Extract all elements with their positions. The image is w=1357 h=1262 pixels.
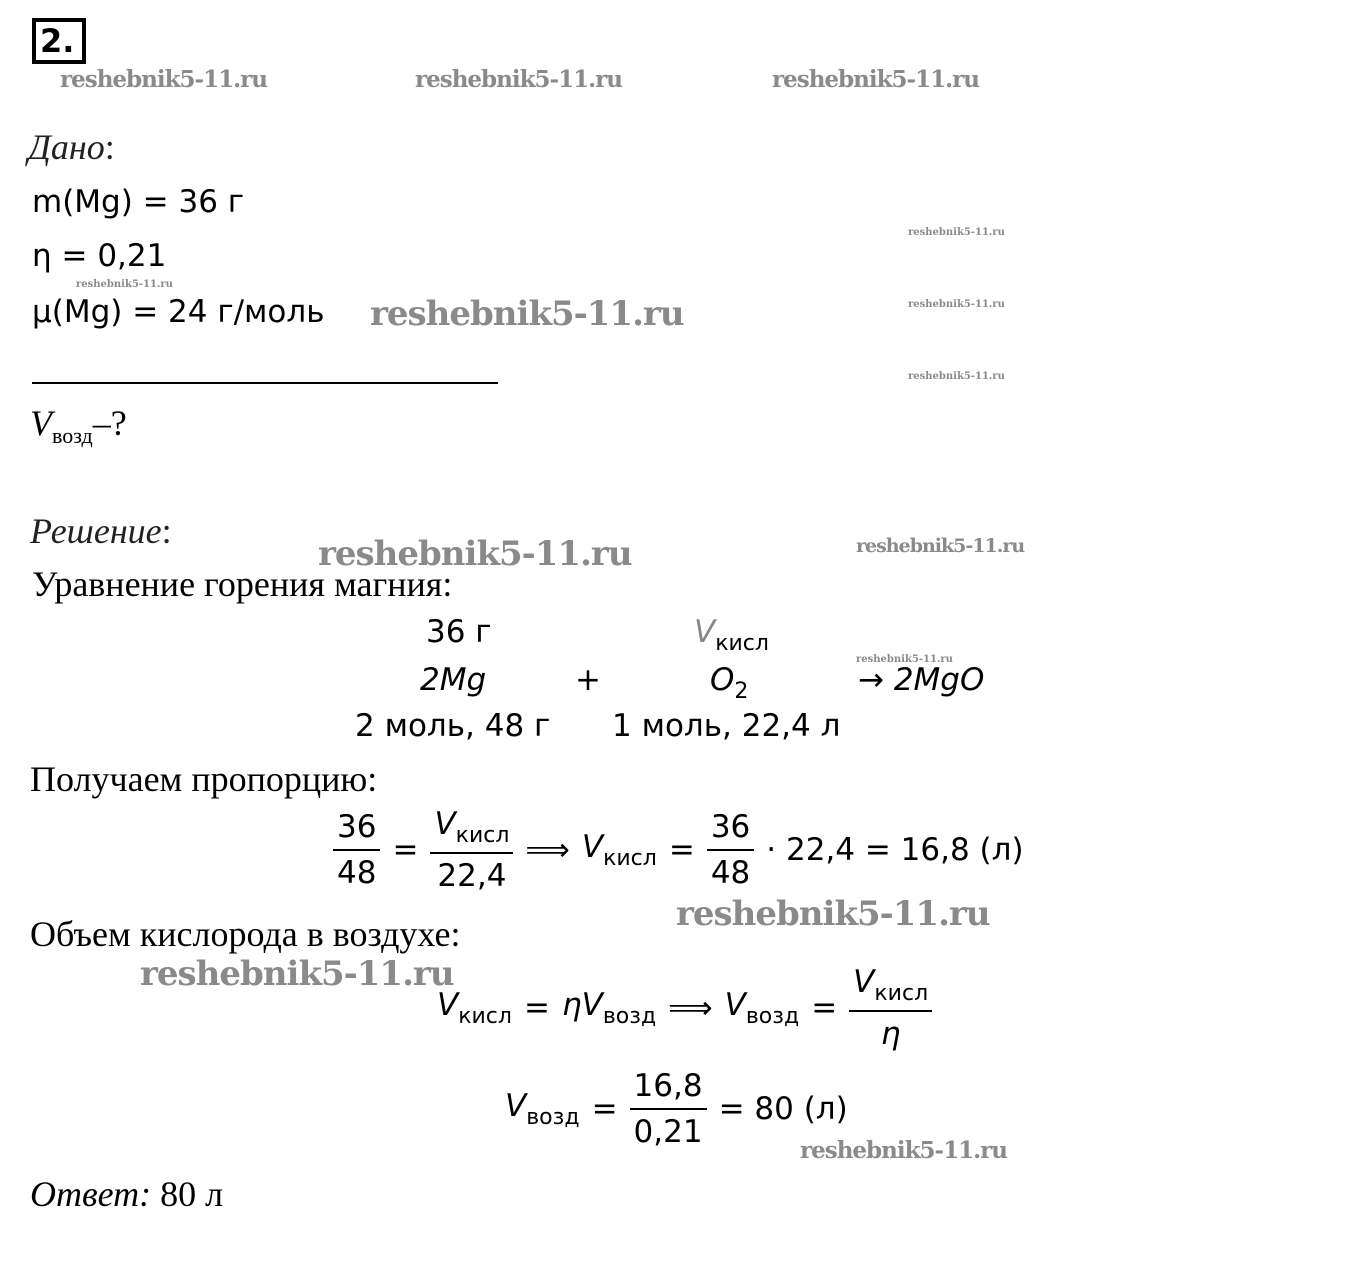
watermark: reshebnik5-11.ru (908, 299, 1005, 310)
reaction-above-o2: $V_{кисл}$ (694, 614, 769, 656)
solution-heading: Решение: (30, 511, 172, 551)
answer: Ответ: 80 л (30, 1174, 224, 1214)
watermark: reshebnik5-11.ru (676, 894, 990, 934)
given-mass: m(Mg) = 36 г (32, 184, 245, 220)
air-equation: $V_{кисл}$ = $\eta V_{возд}$ ⟹ $V_{возд}$ = $\frac{V_{кисл}}{\eta}$ (437, 964, 932, 1052)
equation-intro: Уравнение горения магния: (32, 564, 453, 604)
find-volume: $V_{возд}-$? (30, 403, 127, 448)
reaction-o2: $O_2$ (710, 662, 749, 704)
given-heading: Дано: (28, 127, 115, 167)
reaction-product: → 2MgO (858, 662, 985, 698)
watermark: reshebnik5-11.ru (140, 954, 454, 994)
watermark: reshebnik5-11.ru (856, 654, 953, 665)
watermark: reshebnik5-11.ru (856, 535, 1025, 557)
watermark: reshebnik5-11.ru (318, 534, 632, 574)
air-intro: Объем кислорода в воздухе: (30, 914, 461, 954)
watermark: reshebnik5-11.ru (76, 279, 173, 290)
reaction-below-o2: 1 моль, 22,4 л (612, 708, 841, 744)
proportion-equation: $\frac{36}{48}$ = $\frac{V_{кисл}}{22,4}$ ⟹ $V_{кисл}$ = $\frac{36}{48}$ · 22,4 = 16,8 (л) (333, 806, 1024, 894)
watermark: reshebnik5-11.ru (60, 66, 267, 93)
watermark: reshebnik5-11.ru (370, 294, 684, 334)
given-molar-mass: μ(Mg) = 24 г/моль (32, 294, 325, 330)
watermark: reshebnik5-11.ru (800, 1137, 1007, 1164)
watermark: reshebnik5-11.ru (772, 66, 979, 93)
reaction-above-mg: 36 г (426, 614, 492, 650)
final-equation: $V_{возд}$ = $\frac{16,8}{0,21}$ = 80 (л) (505, 1068, 848, 1150)
reaction-mg: 2Mg (420, 662, 487, 698)
divider-line (32, 382, 498, 384)
reaction-below-mg: 2 моль, 48 г (355, 708, 551, 744)
watermark: reshebnik5-11.ru (908, 371, 1005, 382)
proportion-intro: Получаем пропорцию: (30, 759, 378, 799)
watermark: reshebnik5-11.ru (415, 66, 622, 93)
watermark: reshebnik5-11.ru (908, 227, 1005, 238)
given-eta: η = 0,21 (32, 238, 167, 274)
reaction-plus: + (575, 662, 601, 698)
problem-number: 2. (32, 18, 86, 64)
